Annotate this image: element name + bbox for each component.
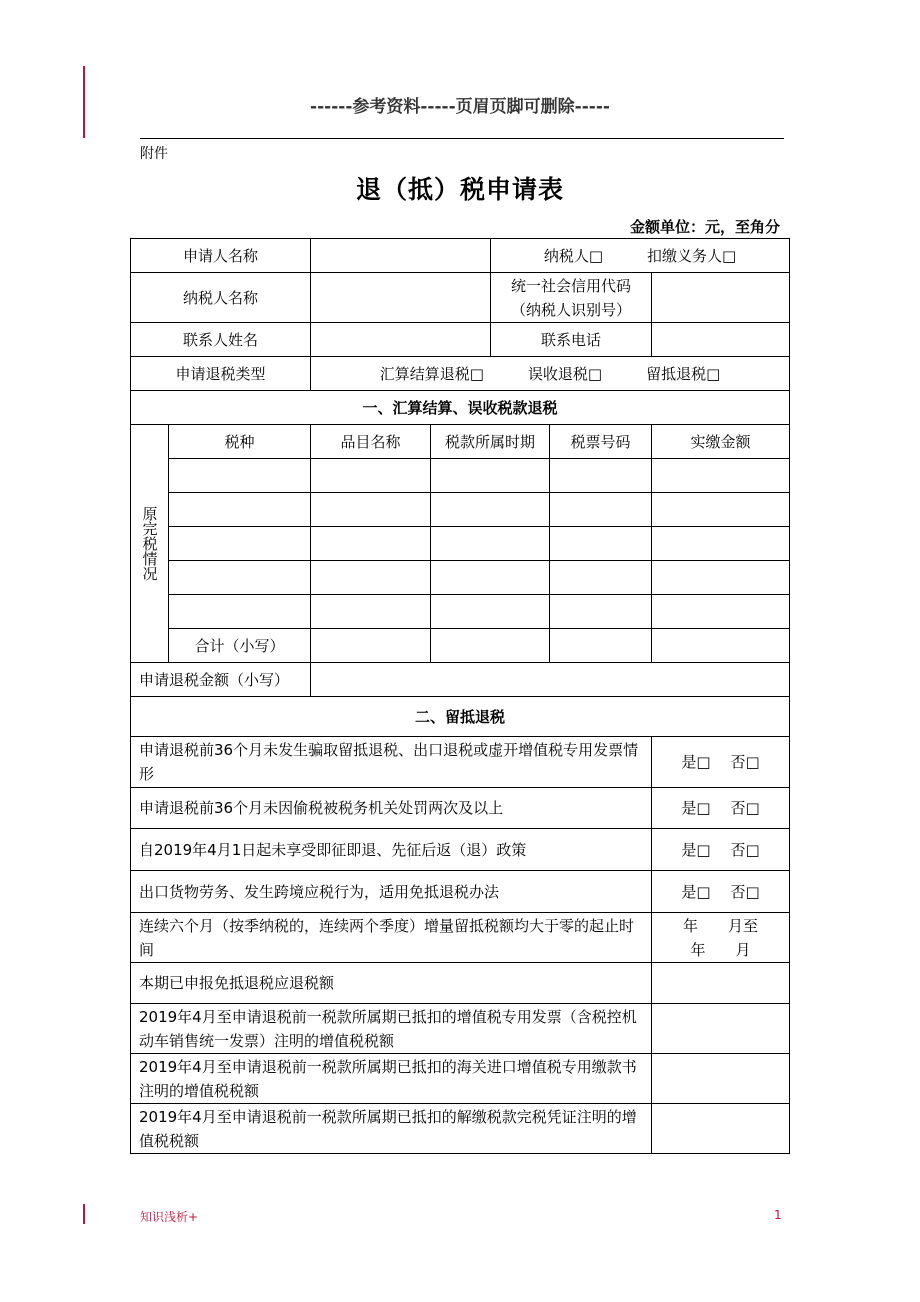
settlement-refund-checkbox[interactable]: 汇算结算退税□ (379, 364, 484, 383)
page-header: ------参考资料-----页眉页脚可删除----- (310, 97, 610, 117)
credit-code-label (491, 273, 652, 323)
item-name-cell[interactable] (311, 595, 431, 629)
yes-checkbox[interactable]: 是□ (681, 840, 711, 859)
col-paid-amount: 实缴金额 (652, 425, 790, 459)
tax-type-cell[interactable] (169, 595, 311, 629)
taxpayer-name-input[interactable] (311, 273, 491, 323)
item-name-cell[interactable] (311, 561, 431, 595)
credit-refund-checkbox[interactable]: 留抵退税□ (646, 364, 721, 383)
yes-checkbox[interactable]: 是□ (681, 799, 711, 817)
tax-period-cell[interactable] (431, 561, 550, 595)
question-1-answer (652, 737, 790, 788)
tax-period-cell[interactable] (431, 459, 550, 493)
question-3: 自2019年4月1日起未享受即征即退、先征后返（退）政策 (131, 829, 652, 871)
total-amount-cell[interactable] (652, 629, 790, 663)
credit-period-input[interactable] (652, 913, 790, 963)
credit-period-label: 连续六个月（按季纳税的，连续两个季度）增量留抵税额均大于零的起止时间 (131, 913, 652, 963)
item-name-cell[interactable] (311, 493, 431, 527)
amount-row-label: 2019年4月至申请退税前一税款所属期已抵扣的解缴税款完税凭证注明的增值税税额 (131, 1104, 652, 1154)
table-row (131, 493, 790, 527)
yes-checkbox[interactable]: 是□ (681, 753, 711, 771)
table-row (131, 459, 790, 493)
table-row (131, 595, 790, 629)
paid-amount-cell[interactable] (652, 493, 790, 527)
page-number: 1 (774, 1208, 782, 1222)
credit-code-input[interactable] (652, 273, 790, 323)
item-name-cell[interactable] (311, 459, 431, 493)
question-3-answer (652, 829, 790, 871)
erroneous-refund-checkbox[interactable]: 误收退税□ (527, 364, 603, 383)
contact-name-input[interactable] (311, 323, 491, 357)
original-tax-side-cell (131, 425, 169, 663)
tax-type-cell[interactable] (169, 561, 311, 595)
refund-amount-label: 申请退税金额（小写） (131, 663, 311, 697)
contact-phone-input[interactable] (652, 323, 790, 357)
total-label: 合计（小写） (169, 629, 311, 663)
question-1: 申请退税前36个月未发生骗取留抵退税、出口退税或虚开增值税专用发票情形 (131, 737, 652, 788)
footer-link[interactable]: 知识浅析+ (140, 1210, 199, 1224)
paid-amount-cell[interactable] (652, 561, 790, 595)
contact-phone-label: 联系电话 (491, 323, 652, 357)
tax-type-cell[interactable] (169, 493, 311, 527)
header-divider (140, 138, 784, 139)
ticket-number-cell[interactable] (550, 459, 652, 493)
amount-row-label: 本期已申报免抵退税应退税额 (131, 963, 652, 1004)
amount-row-label: 2019年4月至申请退税前一税款所属期已抵扣的增值税专用发票（含税控机动车销售统一发票）注明的增值税税额 (131, 1004, 652, 1054)
applicant-name-input[interactable] (311, 239, 491, 273)
total-ticket-cell[interactable] (550, 629, 652, 663)
no-checkbox[interactable]: 否□ (730, 840, 760, 859)
paid-amount-cell[interactable] (652, 459, 790, 493)
paid-amount-cell[interactable] (652, 595, 790, 629)
header-accent-bar (83, 66, 85, 138)
tax-period-cell[interactable] (431, 493, 550, 527)
total-item-cell[interactable] (311, 629, 431, 663)
section2-title: 二、留抵退税 (131, 697, 790, 737)
refund-type-options (311, 357, 790, 391)
unit-note: 金额单位：元，至角分 (629, 218, 780, 236)
col-tax-type: 税种 (169, 425, 311, 459)
amount-row-input[interactable] (652, 1054, 790, 1104)
page-title: 退（抵）税申请表 (355, 175, 564, 204)
credit-code-label-line1: 统一社会信用代码 (511, 276, 632, 295)
table-row (131, 561, 790, 595)
withholding-agent-checkbox[interactable]: 扣缴义务人□ (647, 246, 737, 265)
table-row (131, 527, 790, 561)
yes-checkbox[interactable]: 是□ (681, 882, 711, 901)
col-tax-period: 税款所属时期 (431, 425, 550, 459)
refund-type-label: 申请退税类型 (131, 357, 311, 391)
amount-row-input[interactable] (652, 1104, 790, 1154)
attachment-label: 附件 (140, 146, 168, 162)
amount-row-input[interactable] (652, 1004, 790, 1054)
ticket-number-cell[interactable] (550, 527, 652, 561)
footer-accent-bar (83, 1204, 85, 1224)
original-tax-side-label: 原完税情况 (140, 506, 159, 581)
refund-amount-input[interactable] (311, 663, 790, 697)
tax-type-cell[interactable] (169, 527, 311, 561)
tax-period-cell[interactable] (431, 595, 550, 629)
applicant-name-label: 申请人名称 (131, 239, 311, 273)
period-to: 年 月 (690, 940, 751, 959)
tax-type-cell[interactable] (169, 459, 311, 493)
col-ticket-number: 税票号码 (550, 425, 652, 459)
question-2-answer (652, 788, 790, 829)
question-4: 出口货物劳务、发生跨境应税行为，适用免抵退税办法 (131, 871, 652, 913)
ticket-number-cell[interactable] (550, 561, 652, 595)
taxpayer-name-label: 纳税人名称 (131, 273, 311, 323)
tax-period-cell[interactable] (431, 527, 550, 561)
question-2: 申请退税前36个月未因偷税被税务机关处罚两次及以上 (131, 788, 652, 829)
ticket-number-cell[interactable] (550, 493, 652, 527)
total-period-cell[interactable] (431, 629, 550, 663)
period-from: 年 月至 (683, 916, 759, 935)
applicant-type-cell (491, 239, 790, 273)
no-checkbox[interactable]: 否□ (730, 799, 760, 817)
question-4-answer (652, 871, 790, 913)
paid-amount-cell[interactable] (652, 527, 790, 561)
item-name-cell[interactable] (311, 527, 431, 561)
credit-code-label-line2: （纳税人识别号） (511, 300, 632, 319)
taxpayer-checkbox[interactable]: 纳税人□ (543, 246, 604, 265)
section1-title: 一、汇算结算、误收税款退税 (131, 391, 790, 425)
ticket-number-cell[interactable] (550, 595, 652, 629)
no-checkbox[interactable]: 否□ (730, 753, 760, 771)
contact-name-label: 联系人姓名 (131, 323, 311, 357)
no-checkbox[interactable]: 否□ (730, 882, 760, 901)
col-item-name: 品目名称 (311, 425, 431, 459)
refund-application-form (130, 238, 790, 1154)
amount-row-label: 2019年4月至申请退税前一税款所属期已抵扣的海关进口增值税专用缴款书注明的增值税税额 (131, 1054, 652, 1104)
amount-row-input[interactable] (652, 963, 790, 1004)
